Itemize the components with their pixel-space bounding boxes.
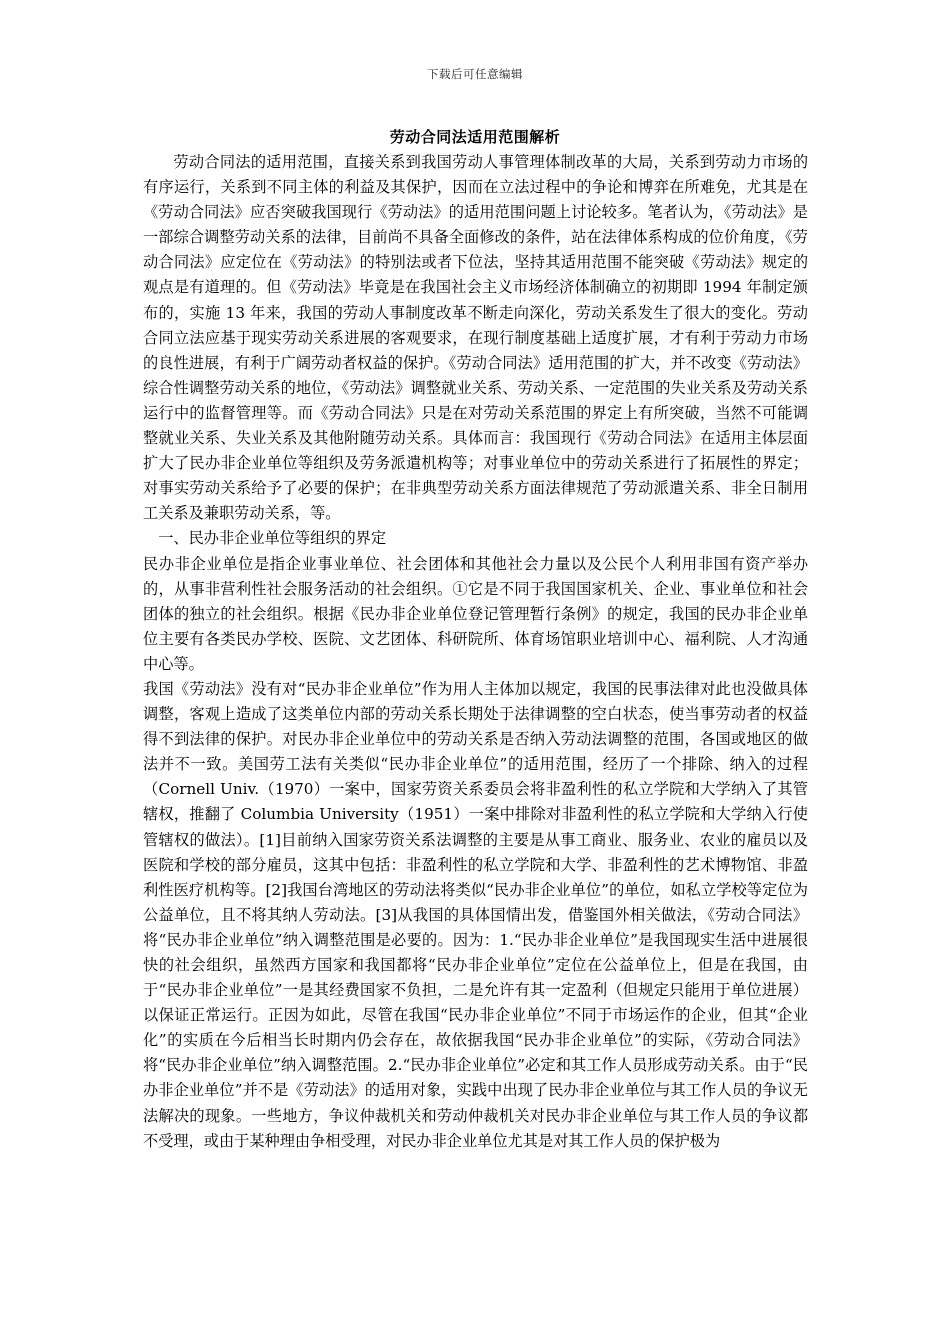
paragraph-analysis: 我国《劳动法》没有对“民办非企业单位”作为用人主体加以规定，我国的民事法律对此也没做具体调整，客观上造成了这类单位内部的劳动关系长期处于法律调整的空白状态，使当事劳动者的权益得不到法律的保护。对民办非企业单位中的劳动关系是否纳入劳动法调整的范围，各国或地区的做法并不一致。美国劳工法有关类似“民办非企业单位”的适用范围，经历了一个排除、纳入的过程（Cornell Univ.（1970）一案中，国家劳资关系委员会将非盈利性的私立学院和大学纳入了其管辖权，推翻了 Columbia University（1951）一案中排除对非盈利性的私立学院和大学纳入行使管辖权的做法）。[1]目前纳入国家劳资关系法调整的主要是从事工商业、服务业、农业的雇员以及医院和学校的部分雇员，这其中包括：非盈利性的私立学院和大学、非盈利性的艺术博物馆、非盈利性医疗机构等。[2]我国台湾地区的劳动法将类似“民办非企业单位”的单位，如私立学校等定位为公益单位，且不将其纳人劳动法。[3]从我国的具体国情出发，借鉴国外相关做法，《劳动合同法》将“民办非企业单位”纳入调整范围是必要的。因为：1.“民办非企业单位”是我国现实生活中进展很快的社会组织，虽然西方国家和我国都将“民办非企业单位”定位在公益单位上，但是在我国，由于“民办非企业单位”一是其经费国家不负担，二是允许有其一定盈利（但规定只能用于单位进展）以保证正常运行。正因为如此，尽管在我国“民办非企业单位”不同于市场运作的企业，但其“企业化”的实质在今后相当长时期内仍会存在，故依据我国“民办非企业单位”的实际，《劳动合同法》将“民办非企业单位”纳入调整范围。2.“民办非企业单位”必定和其工作人员形成劳动关系。由于“民办非企业单位”并不是《劳动法》的适用对象，实践中出现了民办非企业单位与其工作人员的争议无法解决的现象。一些地方，争议仲裁机关和劳动仲裁机关对民办非企业单位与其工作人员的争议都不受理，或由于某种理由争相受理，对民办非企业单位尤其是对其工作人员的保护极为 bbox=[143, 679, 808, 1150]
document-body bbox=[143, 150, 808, 1154]
paragraph-intro: 劳动合同法的适用范围，直接关系到我国劳动人事管理体制改革的大局，关系到劳动力市场的有序运行，关系到不同主体的利益及其保护，因而在立法过程中的争论和博弈在所难免，尤其是在《劳动合同法》应否突破我国现行《劳动法》的适用范围问题上讨论较多。笔者认为，《劳动法》是一部综合调整劳动关系的法律，目前尚不具备全面修改的条件，站在法律体系构成的位价角度，《劳动合同法》应定位在《劳动法》的特别法或者下位法，坚持其适用范围不能突破《劳动法》规定的观点是有道理的。但《劳动法》毕竟是在我国社会主义市场经济体制确立的初期即 1994 年制定颁布的，实施 13 年来，我国的劳动人事制度改革不断走向深化，劳动关系发生了很大的变化。劳动合同立法应基于现实劳动关系进展的客观要求，在现行制度基础上适度扩展，才有利于劳动力市场的良性进展，有利于广阔劳动者权益的保护。《劳动合同法》适用范围的扩大，并不改变《劳动法》综合性调整劳动关系的地位，《劳动法》调整就业关系、劳动关系、一定范围的失业关系及劳动关系运行中的监督管理等。而《劳动合同法》只是在对劳动关系范围的界定上有所突破，当然不可能调整就业关系、失业关系及其他附随劳动关系。具体而言：我国现行《劳动合同法》在适用主体层面扩大了民办非企业单位等组织及劳务派遣机构等；对事业单位中的劳动关系进行了拓展性的界定；对事实劳动关系给予了必要的保护；在非典型劳动关系方面法律规范了劳动派遣关系、非全日制用工关系及兼职劳动关系，等。 bbox=[143, 153, 808, 523]
paragraph-definition: 民办非企业单位是指企业事业单位、社会团体和其他社会力量以及公民个人利用非国有资产举办的，从事非营利性社会服务活动的社会组织。①它是不同于我国国家机关、企业、事业单位和社会团体的独立的社会组织。根据《民办非企业单位登记管理暂行条例》的规定，我国的民办非企业单位主要有各类民办学校、医院、文艺团体、科研院所、体育场馆职业培训中心、福利院、人才沟通中心等。 bbox=[143, 554, 808, 673]
header-note: 下载后可任意编辑 bbox=[427, 67, 523, 81]
document-title: 劳动合同法适用范围解析 bbox=[389, 128, 561, 146]
section-heading-1: 一、民办非企业单位等组织的界定 bbox=[158, 529, 386, 548]
